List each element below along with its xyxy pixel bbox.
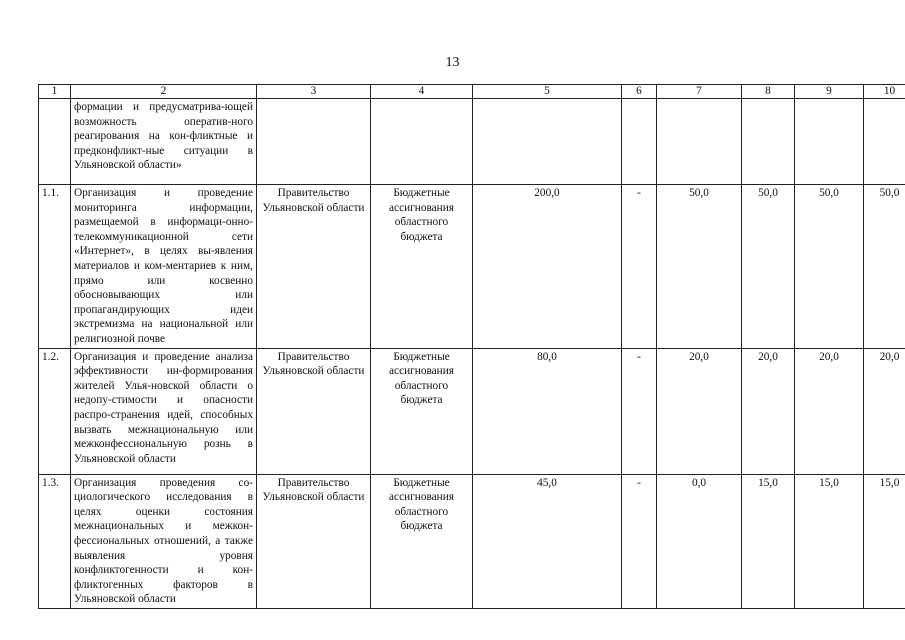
value-cell: 20,0: [864, 348, 905, 474]
source-cell: Бюджетные ассигнования областного бюджета: [371, 185, 473, 349]
header-cell: 4: [371, 85, 473, 99]
budget-table: [38, 84, 905, 609]
value-cell: [622, 99, 657, 185]
header-cell: 1: [39, 85, 71, 99]
total-cell: 200,0: [473, 185, 622, 349]
activity-text: Организация проведения со-циологического исследования в целях оценки состояния межнациональных и межкон-фессиональных отношений, а также выявления уровня конфликтогенности и кон-фликтогенных факторов в Ульяновской области: [71, 474, 257, 608]
activity-text: формации и предусматрива-ющей возможность оператив-ного реагирования на кон-фликтные и предконфликт-ные ситуации в Ульяновской области»: [71, 99, 257, 185]
executor-cell: Правительство Ульяновской области: [257, 474, 371, 608]
row-number: 1.1.: [39, 185, 71, 349]
total-cell: [473, 99, 622, 185]
value-cell: [864, 99, 905, 185]
source-cell: [371, 99, 473, 185]
total-cell: 45,0: [473, 474, 622, 608]
value-cell: 20,0: [795, 348, 864, 474]
header-row: [39, 85, 905, 99]
value-cell: [795, 99, 864, 185]
executor-cell: Правительство Ульяновской области: [257, 185, 371, 349]
header-cell: 8: [742, 85, 795, 99]
value-cell: 50,0: [742, 185, 795, 349]
value-cell: 20,0: [742, 348, 795, 474]
value-cell: 50,0: [657, 185, 742, 349]
value-cell: -: [622, 185, 657, 349]
value-cell: 15,0: [795, 474, 864, 608]
activity-text: Организация и проведение мониторинга информации, размещаемой в информаци-онно-телекоммуникационной сети «Интернет», в целях вы-явления материалов и ком-ментариев к ним, прямо или косвенно обосновывающих или пропагандирующих идеи экстремизма на национальной или религиозной почве: [71, 185, 257, 349]
value-cell: -: [622, 348, 657, 474]
value-cell: 50,0: [795, 185, 864, 349]
value-cell: -: [622, 474, 657, 608]
header-cell: 9: [795, 85, 864, 99]
value-cell: 0,0: [657, 474, 742, 608]
row-number: [39, 99, 71, 185]
source-cell: Бюджетные ассигнования областного бюджета: [371, 474, 473, 608]
value-cell: 20,0: [657, 348, 742, 474]
executor-cell: [257, 99, 371, 185]
value-cell: 15,0: [742, 474, 795, 608]
header-cell: 7: [657, 85, 742, 99]
table-row: [39, 474, 905, 608]
total-cell: 80,0: [473, 348, 622, 474]
page-number: 13: [445, 55, 460, 70]
executor-cell: Правительство Ульяновской области: [257, 348, 371, 474]
value-cell: 15,0: [864, 474, 905, 608]
source-cell: Бюджетные ассигнования областного бюджета: [371, 348, 473, 474]
activity-text: Организация и проведение анализа эффективности ин-формирования жителей Улья-новской области о недопу-стимости и опасности распро-странения идей, способных вызвать межнациональную или межконфессиональную рознь в Ульяновской области: [71, 348, 257, 474]
header-cell: 3: [257, 85, 371, 99]
table-row: [39, 99, 905, 185]
header-cell: 6: [622, 85, 657, 99]
table-row: [39, 185, 905, 349]
header-cell: 2: [71, 85, 257, 99]
value-cell: [657, 99, 742, 185]
header-cell: 10: [864, 85, 905, 99]
value-cell: [742, 99, 795, 185]
row-number: 1.2.: [39, 348, 71, 474]
table-row: [39, 348, 905, 474]
row-number: 1.3.: [39, 474, 71, 608]
header-cell: 5: [473, 85, 622, 99]
value-cell: 50,0: [864, 185, 905, 349]
